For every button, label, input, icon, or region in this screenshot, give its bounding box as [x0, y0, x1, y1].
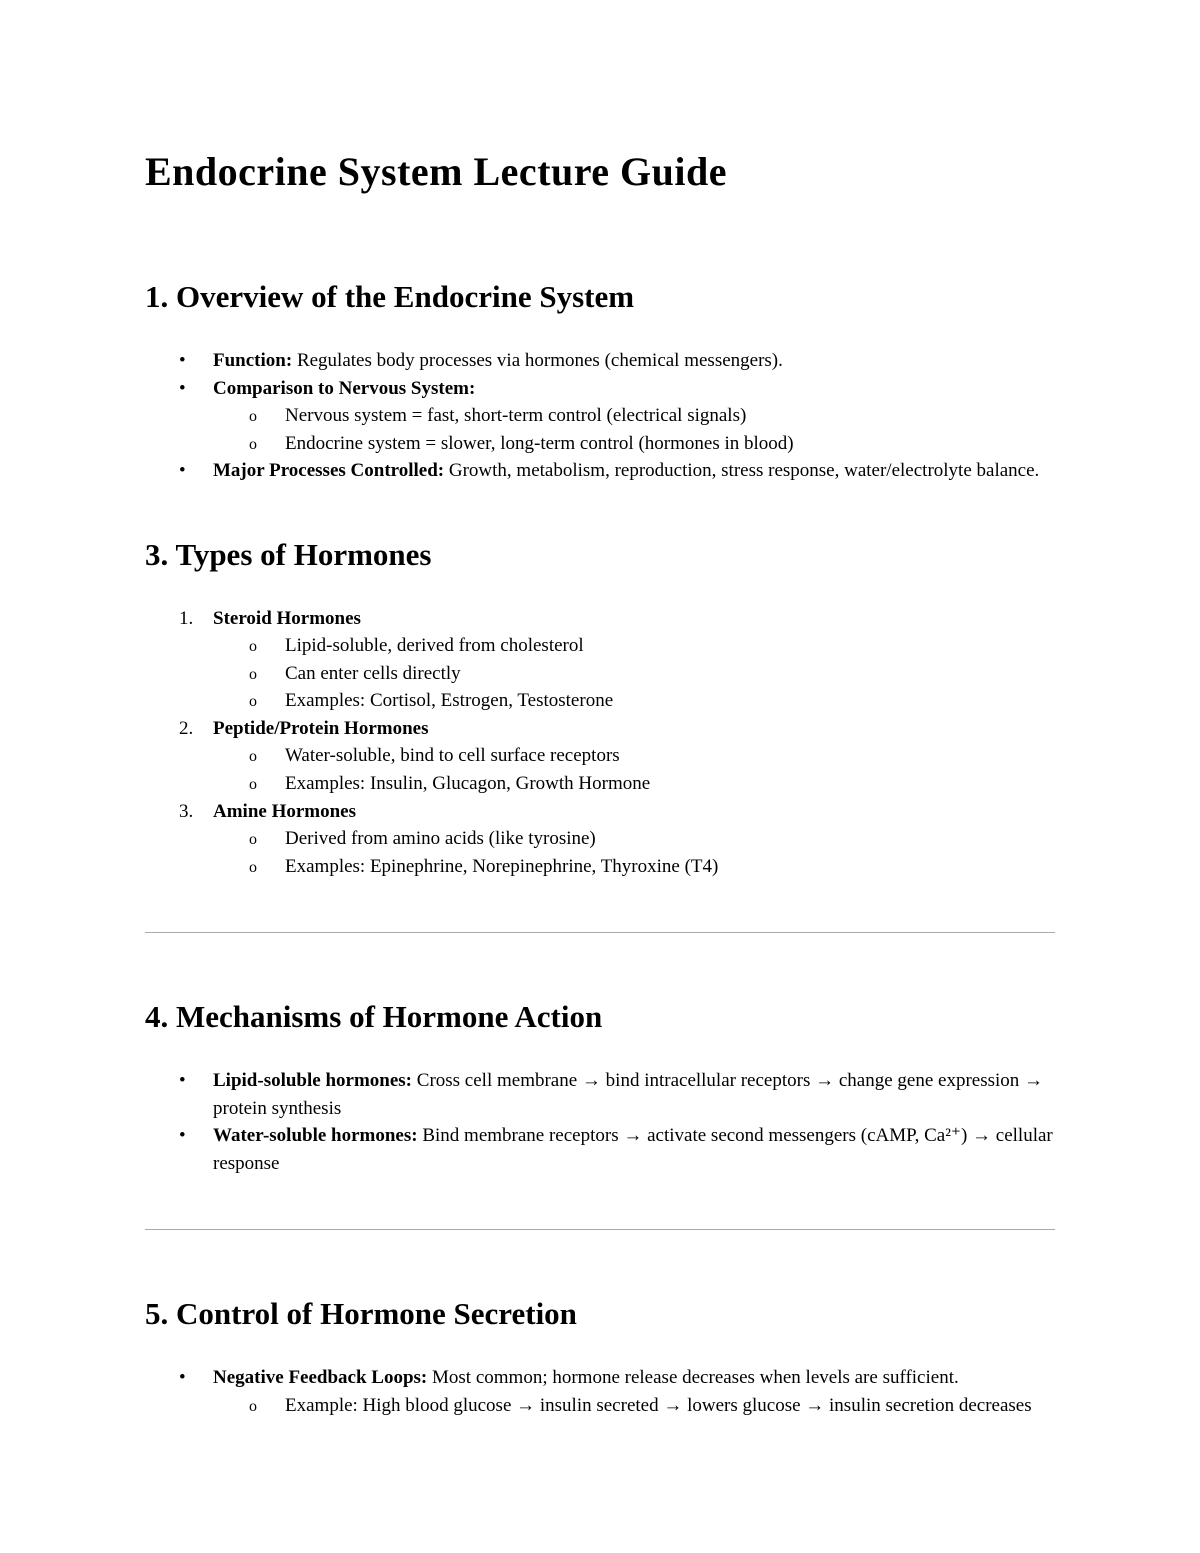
section-types-of-hormones	[145, 537, 1055, 880]
circle-marker: o	[249, 693, 257, 711]
item-text: Cross cell membrane → bind intracellular receptors → change gene expression → protein synthesis	[213, 1070, 1044, 1119]
section-heading-types: 3. Types of Hormones	[145, 536, 432, 572]
list-item	[145, 457, 1055, 485]
section-mechanisms	[145, 999, 1055, 1177]
overview-list	[145, 347, 1055, 485]
number-marker: 1.	[179, 607, 194, 629]
list-item-content	[213, 1122, 1055, 1177]
bullet-marker: •	[179, 460, 186, 482]
item-label: Peptide/Protein Hormones	[213, 717, 429, 739]
sub-list-item	[145, 825, 1055, 853]
item-label: Comparison to Nervous System:	[213, 377, 476, 399]
list-item-content	[213, 347, 1055, 375]
item-label: Amine Hormones	[213, 800, 357, 822]
list-item-content	[213, 1364, 1055, 1392]
sub-item-text: Examples: Epinephrine, Norepinephrine, Thyroxine (T4)	[285, 855, 719, 877]
section-heading-control: 5. Control of Hormone Secretion	[145, 1296, 577, 1332]
section-divider	[145, 932, 1055, 933]
sub-list-item	[145, 430, 1055, 458]
list-item-content	[213, 798, 1055, 826]
sub-list-item	[145, 770, 1055, 798]
item-text: Regulates body processes via hormones (chemical messengers).	[292, 350, 783, 371]
list-item	[145, 1067, 1055, 1122]
list-item-content	[213, 457, 1055, 485]
circle-marker: o	[249, 831, 257, 849]
list-item-content	[213, 605, 1055, 633]
sub-item-text: Nervous system = fast, short-term control (electrical signals)	[285, 405, 747, 427]
sub-item-text: Examples: Insulin, Glucagon, Growth Hormone	[285, 773, 651, 795]
section-overview	[145, 279, 1055, 485]
sub-list-item	[145, 402, 1055, 430]
item-label: Negative Feedback Loops:	[213, 1367, 428, 1389]
circle-marker: o	[249, 665, 257, 683]
section-control	[145, 1296, 1055, 1419]
types-list	[145, 605, 1055, 880]
mechanisms-list	[145, 1067, 1055, 1177]
circle-marker: o	[249, 408, 257, 426]
sub-list-item	[145, 742, 1055, 770]
circle-marker: o	[249, 638, 257, 656]
sub-item-text: Example: High blood glucose → insulin secreted → lowers glucose → insulin secretion decreases	[285, 1394, 1032, 1416]
document-title: Endocrine System Lecture Guide	[145, 149, 728, 194]
bullet-marker: •	[179, 1125, 186, 1147]
item-text: Bind membrane receptors → activate second messengers (cAMP, Ca²⁺) → cellular response	[213, 1125, 1053, 1174]
list-item	[145, 375, 1055, 403]
sub-item-text: Examples: Cortisol, Estrogen, Testosterone	[285, 690, 614, 712]
number-marker: 2.	[179, 717, 194, 739]
item-label: Steroid Hormones	[213, 607, 361, 629]
sub-item-text: Endocrine system = slower, long-term control (hormones in blood)	[285, 432, 794, 454]
list-item-content	[213, 1067, 1055, 1122]
sub-list-item	[145, 660, 1055, 688]
item-label: Lipid-soluble hormones:	[213, 1070, 413, 1092]
item-label: Water-soluble hormones:	[213, 1125, 418, 1147]
circle-marker: o	[249, 435, 257, 453]
sub-list-item	[145, 687, 1055, 715]
sub-item-text: Lipid-soluble, derived from cholesterol	[285, 635, 584, 657]
list-item-content	[213, 375, 1055, 403]
circle-marker: o	[249, 748, 257, 766]
sub-item-text: Derived from amino acids (like tyrosine)	[285, 828, 596, 850]
item-label: Major Processes Controlled:	[213, 460, 445, 482]
section-heading-overview: 1. Overview of the Endocrine System	[145, 279, 635, 314]
circle-marker: o	[249, 1397, 257, 1415]
item-text: Growth, metabolism, reproduction, stress response, water/electrolyte balance.	[444, 460, 1040, 482]
sub-list-item	[145, 853, 1055, 881]
bullet-marker: •	[179, 350, 186, 371]
list-item-content	[213, 715, 1055, 743]
circle-marker: o	[249, 858, 257, 876]
sub-list-item	[145, 632, 1055, 660]
list-item	[145, 1122, 1055, 1177]
bullet-marker: •	[179, 1367, 186, 1389]
sub-item-text: Water-soluble, bind to cell surface receptors	[285, 745, 620, 767]
control-list	[145, 1364, 1055, 1419]
sub-item-text: Can enter cells directly	[285, 662, 461, 684]
circle-marker: o	[249, 776, 257, 794]
numbered-item	[145, 798, 1055, 826]
item-label: Function:	[213, 350, 293, 371]
numbered-item	[145, 605, 1055, 633]
list-item	[145, 1364, 1055, 1392]
list-item	[145, 347, 1055, 375]
section-heading-mechanisms: 4. Mechanisms of Hormone Action	[145, 999, 603, 1035]
item-text: Most common; hormone release decreases when levels are sufficient.	[427, 1367, 959, 1389]
numbered-item	[145, 715, 1055, 743]
bullet-marker: •	[179, 1070, 186, 1092]
section-divider	[145, 1229, 1055, 1230]
sub-list-item	[145, 1392, 1055, 1420]
number-marker: 3.	[179, 800, 194, 822]
bullet-marker: •	[179, 377, 186, 399]
